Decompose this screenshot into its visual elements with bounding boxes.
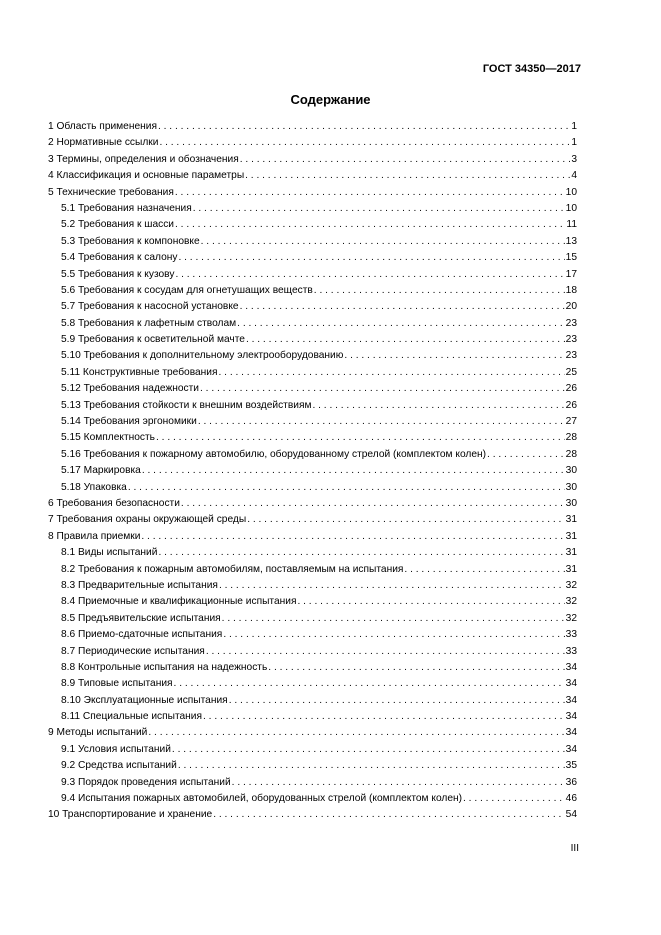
toc-entry-page: 23: [565, 334, 577, 346]
toc-entry[interactable]: [48, 807, 577, 823]
toc-entry-label: 1 Область применения: [48, 121, 157, 132]
toc-entry-page: 20: [565, 301, 577, 313]
toc-entry-label: 5.17 Маркировка: [61, 465, 141, 477]
toc-leader-dots: [178, 250, 564, 266]
toc-entry-label: 5.5 Требования к кузову: [61, 268, 175, 280]
toc-entry-label: 5.1 Требования назначения: [61, 202, 192, 214]
document-code: ГОСТ 34350—2017: [482, 63, 581, 75]
toc-entry-page: 34: [565, 727, 577, 739]
toc-entry-label: 9.3 Порядок проведения испытаний: [61, 776, 231, 788]
toc-entry[interactable]: [48, 119, 577, 135]
toc-entry-page: 31: [565, 547, 577, 559]
toc-leader-dots: [213, 807, 564, 823]
toc-entry-label: 5.10 Требования к дополнительному электрооборудованию: [61, 350, 344, 362]
toc-entry-page: 10: [565, 202, 577, 214]
toc-entry[interactable]: [48, 512, 577, 528]
toc-entry[interactable]: [48, 693, 577, 709]
toc-leader-dots: [314, 283, 565, 299]
toc-entry-label: 5.12 Требования надежности: [61, 383, 199, 395]
toc-entry[interactable]: [48, 185, 577, 201]
toc-entry-label: 9.1 Условия испытаний: [61, 743, 171, 755]
toc-entry-label: 8.8 Контрольные испытания на надежность: [61, 661, 268, 673]
toc-entry-label: 5.13 Требования стойкости к внешним воздействиям: [61, 399, 312, 411]
toc-entry-page: 35: [565, 760, 577, 772]
toc-entry-page: 34: [565, 661, 577, 673]
toc-entry-label: 5.18 Упаковка: [61, 481, 127, 493]
toc-leader-dots: [181, 496, 565, 512]
toc-leader-dots: [148, 725, 564, 741]
toc-entry-page: 1: [571, 137, 577, 149]
toc-entry-label: 6 Требования безопасности: [48, 497, 180, 509]
toc-entry-label: 8.4 Приемочные и квалификационные испытания: [61, 596, 297, 608]
toc-leader-dots: [237, 316, 565, 332]
toc-leader-dots: [201, 234, 565, 250]
toc-entry-page: 28: [565, 448, 577, 460]
toc-leader-dots: [142, 463, 565, 479]
toc-entry[interactable]: [48, 283, 577, 299]
toc-entry-page: 15: [565, 252, 577, 264]
page-title: Содержание: [290, 92, 371, 107]
toc-entry[interactable]: [48, 201, 577, 217]
toc-entry-page: 17: [565, 268, 577, 280]
toc-entry-page: 23: [565, 317, 577, 329]
toc-entry-page: 27: [565, 416, 577, 428]
toc-leader-dots: [463, 791, 565, 807]
toc-entry-page: 33: [565, 629, 577, 641]
toc-leader-dots: [158, 545, 564, 561]
toc-leader-dots: [247, 512, 564, 528]
toc-leader-dots: [174, 676, 565, 692]
toc-entry-label: 5.11 Конструктивные требования: [61, 366, 218, 378]
toc-entry-label: 8.1 Виды испытаний: [61, 547, 158, 559]
toc-entry[interactable]: [48, 676, 577, 692]
toc-entry-page: 31: [565, 530, 577, 542]
toc-entry[interactable]: [48, 250, 577, 266]
toc-entry-page: 30: [565, 465, 577, 477]
toc-leader-dots: [404, 562, 564, 578]
toc-entry-page: 30: [565, 497, 577, 509]
toc-leader-dots: [156, 430, 565, 446]
toc-entry[interactable]: [48, 529, 577, 545]
toc-entry-page: 54: [565, 809, 577, 821]
toc-entry-label: 7 Требования охраны окружающей среды: [48, 514, 247, 526]
toc-entry-label: 3 Термины, определения и обозначения: [48, 153, 239, 165]
toc-leader-dots: [175, 185, 565, 201]
toc-entry-label: 8.6 Приемо-сдаточные испытания: [61, 629, 223, 641]
toc-leader-dots: [240, 299, 565, 315]
toc-entry-page: 31: [565, 514, 577, 526]
toc-entry-page: 46: [565, 793, 577, 805]
toc-entry-page: 28: [565, 432, 577, 444]
toc-entry[interactable]: [48, 381, 577, 397]
toc-entry[interactable]: [48, 430, 577, 446]
toc-leader-dots: [172, 742, 565, 758]
toc-entry[interactable]: [48, 398, 577, 414]
toc-leader-dots: [206, 644, 565, 660]
toc-leader-dots: [344, 348, 564, 364]
toc-leader-dots: [245, 168, 570, 184]
toc-leader-dots: [219, 578, 565, 594]
toc-leader-dots: [175, 217, 565, 233]
toc-entry-label: 4 Классификация и основные параметры: [48, 170, 245, 182]
toc-entry[interactable]: [48, 234, 577, 250]
toc-entry[interactable]: [48, 414, 577, 430]
toc-entry[interactable]: [48, 611, 577, 627]
toc-entry-label: 5.16 Требования к пожарному автомобилю, оборудованному стрелой (комплектом колен): [61, 448, 487, 460]
toc-entry[interactable]: [48, 545, 577, 561]
toc-leader-dots: [200, 381, 565, 397]
toc-entry[interactable]: [48, 447, 577, 463]
toc-entry-page: 25: [565, 366, 577, 378]
toc-leader-dots: [268, 660, 564, 676]
toc-entry-label: 5.2 Требования к шасси: [61, 219, 174, 231]
toc-leader-dots: [219, 365, 565, 381]
table-of-contents: [48, 119, 577, 824]
toc-entry-label: 8.2 Требования к пожарным автомобилям, поставляемым на испытания: [61, 563, 404, 575]
toc-leader-dots: [128, 480, 565, 496]
toc-entry-label: 5.15 Комплектность: [61, 432, 155, 444]
toc-leader-dots: [487, 447, 565, 463]
toc-entry-label: 8.3 Предварительные испытания: [61, 579, 218, 591]
toc-entry-page: 18: [565, 284, 577, 296]
toc-entry[interactable]: [48, 463, 577, 479]
toc-entry-label: 2 Нормативные ссылки: [48, 137, 159, 149]
toc-entry-label: 8.5 Предъявительские испытания: [61, 612, 221, 624]
toc-entry[interactable]: [48, 496, 577, 512]
toc-entry-page: 34: [565, 678, 577, 690]
toc-entry[interactable]: [48, 758, 577, 774]
toc-entry[interactable]: [48, 332, 577, 348]
toc-entry[interactable]: [48, 168, 577, 184]
toc-entry[interactable]: [48, 480, 577, 496]
toc-leader-dots: [178, 758, 565, 774]
toc-leader-dots: [297, 594, 564, 610]
toc-entry[interactable]: [48, 299, 577, 315]
toc-entry-page: 33: [565, 645, 577, 657]
toc-entry-page: 13: [565, 235, 577, 247]
toc-entry-label: 5.6 Требования к сосудам для огнетушащих веществ: [61, 284, 313, 296]
toc-entry[interactable]: [48, 742, 577, 758]
toc-entry-label: 5.9 Требования к осветительной мачте: [61, 334, 245, 346]
toc-leader-dots: [312, 398, 564, 414]
toc-entry-page: 11: [566, 219, 577, 231]
toc-leader-dots: [159, 135, 570, 151]
toc-entry-label: 9 Методы испытаний: [48, 727, 148, 739]
toc-entry[interactable]: [48, 348, 577, 364]
toc-entry-label: 8 Правила приемки: [48, 530, 141, 542]
toc-entry[interactable]: [48, 594, 577, 610]
toc-entry[interactable]: [48, 709, 577, 725]
toc-entry-label: 5.4 Требования к салону: [61, 252, 178, 264]
toc-entry-page: 3: [571, 153, 577, 165]
toc-entry-page: 31: [565, 563, 577, 575]
toc-entry[interactable]: [48, 644, 577, 660]
toc-entry-label: 5.14 Требования эргономики: [61, 416, 197, 428]
toc-entry-page: 32: [565, 612, 577, 624]
toc-entry[interactable]: [48, 725, 577, 741]
toc-entry-page: 34: [565, 694, 577, 706]
toc-entry[interactable]: [48, 562, 577, 578]
toc-entry[interactable]: [48, 791, 577, 807]
toc-entry-label: 5.7 Требования к насосной установке: [61, 301, 239, 313]
toc-entry-label: 5.3 Требования к компоновке: [61, 235, 200, 247]
toc-entry-page: 30: [565, 481, 577, 493]
toc-entry-page: 36: [565, 776, 577, 788]
toc-entry-page: 10: [565, 186, 577, 198]
toc-entry[interactable]: [48, 578, 577, 594]
toc-entry-label: 5.8 Требования к лафетным стволам: [61, 317, 237, 329]
toc-leader-dots: [193, 201, 565, 217]
toc-entry-label: 8.7 Периодические испытания: [61, 645, 205, 657]
toc-entry[interactable]: [48, 135, 577, 151]
toc-entry-page: 26: [565, 399, 577, 411]
toc-entry[interactable]: [48, 152, 577, 168]
toc-entry-label: 9.2 Средства испытаний: [61, 760, 177, 772]
toc-leader-dots: [203, 709, 565, 725]
toc-leader-dots: [175, 267, 564, 283]
toc-leader-dots: [246, 332, 565, 348]
toc-leader-dots: [158, 119, 570, 135]
toc-entry[interactable]: [48, 267, 577, 283]
toc-entry[interactable]: [48, 627, 577, 643]
toc-entry-label: 8.10 Эксплуатационные испытания: [61, 694, 228, 706]
toc-leader-dots: [141, 529, 564, 545]
toc-entry-label: 10 Транспортирование и хранение: [48, 809, 213, 821]
toc-leader-dots: [222, 611, 565, 627]
toc-entry-page: 4: [571, 170, 577, 182]
toc-entry-page: 34: [565, 743, 577, 755]
toc-leader-dots: [198, 414, 565, 430]
toc-entry-label: 8.9 Типовые испытания: [61, 678, 173, 690]
toc-entry-label: 5 Технические требования: [48, 186, 174, 198]
toc-entry-label: 8.11 Специальные испытания: [61, 711, 203, 723]
toc-leader-dots: [232, 775, 565, 791]
toc-entry[interactable]: [48, 775, 577, 791]
toc-entry-page: 1: [571, 121, 577, 132]
toc-entry[interactable]: [48, 217, 577, 233]
page-number: III: [570, 843, 579, 854]
toc-entry[interactable]: [48, 365, 577, 381]
toc-entry-page: 32: [565, 579, 577, 591]
toc-leader-dots: [240, 152, 571, 168]
toc-entry-page: 34: [565, 711, 577, 723]
toc-entry-page: 32: [565, 596, 577, 608]
toc-entry-page: 23: [565, 350, 577, 362]
toc-entry-page: 26: [565, 383, 577, 395]
toc-leader-dots: [229, 693, 565, 709]
toc-leader-dots: [223, 627, 564, 643]
toc-entry[interactable]: [48, 316, 577, 332]
toc-entry[interactable]: [48, 660, 577, 676]
toc-entry-label: 9.4 Испытания пожарных автомобилей, оборудованных стрелой (комплектом колен): [61, 793, 463, 805]
